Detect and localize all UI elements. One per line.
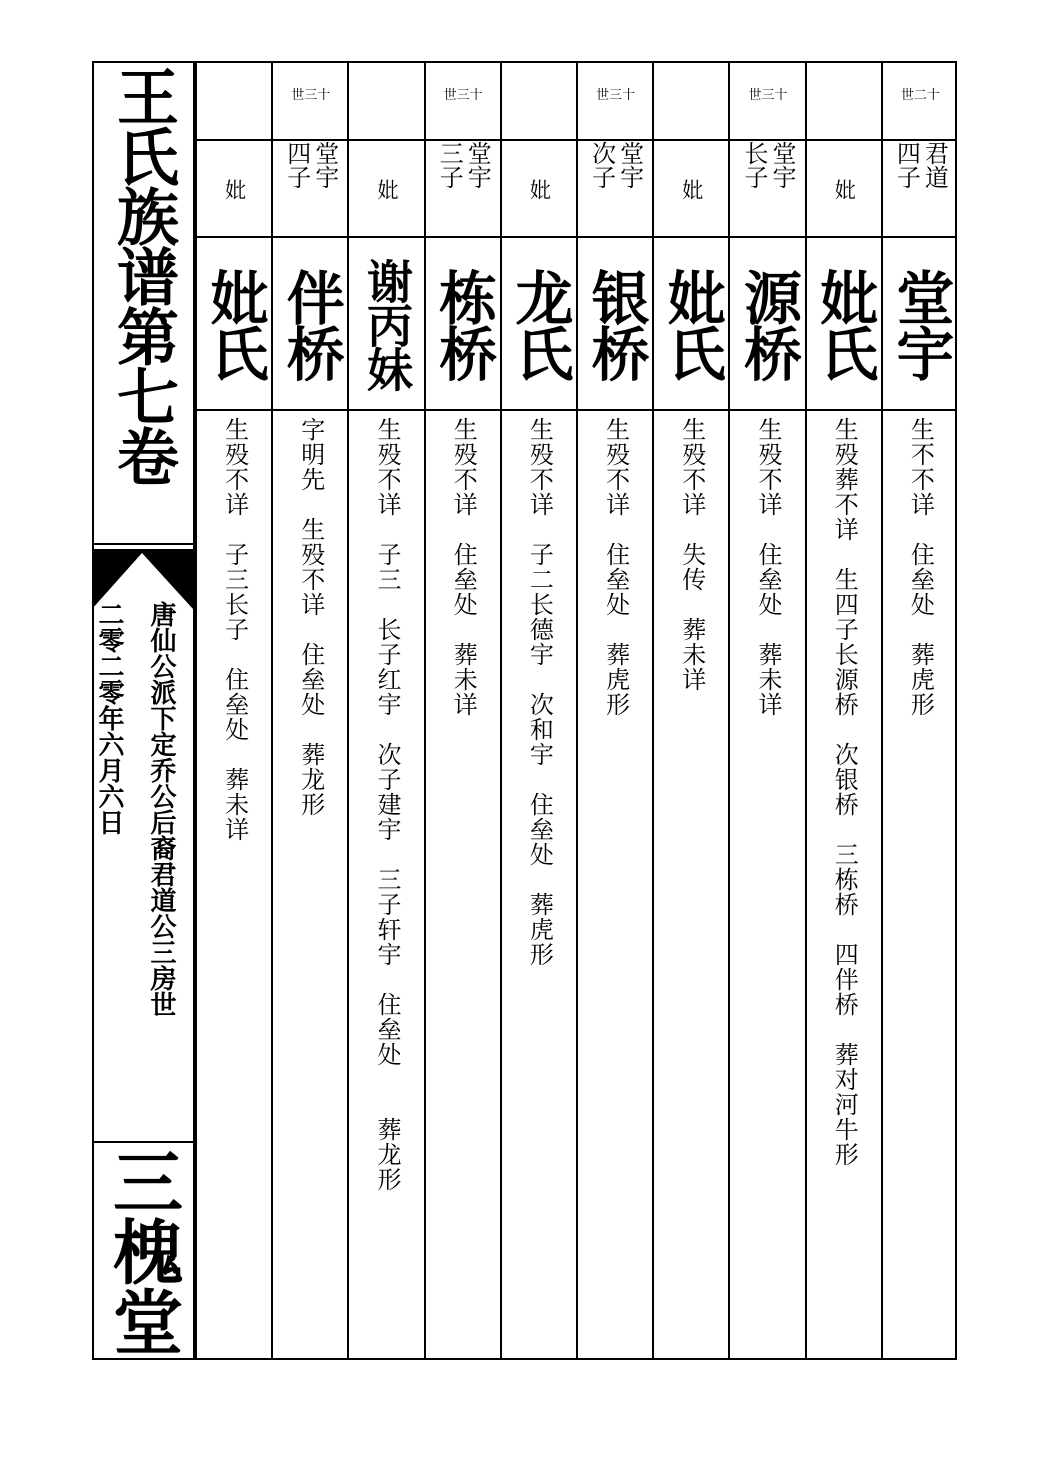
biography-text: 生殁葬不详 生四子长源桥 次银桥 三栋桥 四伴桥 葬对河牛形 [830,417,859,1167]
relation-text: 堂宇 三子 [435,141,492,189]
fishtail-ornament [92,549,193,609]
person-name: 龙氏 [505,268,574,380]
info-cell [730,417,805,717]
person-name: 妣氏 [657,268,726,380]
genealogy-grid [195,61,957,1360]
entry-column [347,61,424,1360]
spine-divider [92,1141,193,1143]
relation-text: 堂宇 长子 [739,141,796,189]
biography-text: 生殁不详 住垒处 葬未详 [449,417,478,717]
entry-column [728,61,805,1360]
info-cell [273,417,348,817]
biography-text: 生殁不详 失传 葬未详 [677,417,706,692]
relation-cell [426,141,501,237]
relation-text: 堂宇 次子 [587,141,644,189]
info-cell [654,417,729,692]
relation-cell [578,141,653,237]
relation-text: 妣 [832,178,857,200]
biography-text: 生不不详 住垒处 葬虎形 [906,417,935,717]
relation-cell [730,141,805,237]
name-cell [730,239,805,409]
volume-title: 王氏族谱第七卷 [106,65,180,485]
entry-column [424,61,501,1360]
name-cell [883,239,958,409]
biography-text: 生殁不详 子三长子 住垒处 葬未详 [220,417,249,842]
entry-column [805,61,882,1360]
generation-label: 世三十 [748,88,788,103]
entry-column [881,61,958,1360]
relation-cell [807,141,882,237]
generation-label: 世三十 [596,88,636,103]
relation-text: 妣 [222,178,247,200]
entry-column [576,61,653,1360]
relation-text: 君道 四子 [892,141,949,189]
person-name: 妣氏 [810,268,879,380]
generation-label: 世三十 [443,88,483,103]
biography-text: 字明先 生殁不详 住垒处 葬龙形 [296,417,325,817]
info-cell [807,417,882,1167]
relation-cell [349,141,424,237]
name-cell [578,239,653,409]
hall-name: 三槐堂 [101,1145,185,1356]
name-cell [807,239,882,409]
relation-cell [883,141,958,237]
person-name: 银桥 [581,268,650,380]
name-cell [654,239,729,409]
info-cell [349,417,424,1192]
relation-cell [197,141,272,237]
name-cell [502,239,577,409]
biography-text: 生殁不详 住垒处 葬未详 [753,417,782,717]
entry-column [271,61,348,1360]
compile-date: 二零二零年六月六日 [94,601,124,835]
biography-text: 生殁不详 子二长德宇 次和宇 住垒处 葬虎形 [525,417,554,967]
person-name: 源桥 [733,268,802,380]
person-name: 栋桥 [429,268,498,380]
person-name: 伴桥 [276,268,345,380]
entry-column [652,61,729,1360]
info-cell [502,417,577,967]
generation-label: 世二十 [900,88,940,103]
person-name: 堂宇 [886,268,955,380]
info-cell [197,417,272,842]
name-cell [426,239,501,409]
person-name: 谢丙妹 [359,258,414,390]
relation-text: 妣 [374,178,399,200]
relation-cell [502,141,577,237]
info-cell [883,417,958,717]
info-cell [578,417,653,717]
spine-divider [92,543,193,545]
relation-cell [654,141,729,237]
entry-column [500,61,577,1360]
spine [92,61,195,1360]
name-cell [197,239,272,409]
relation-text: 堂宇 四子 [282,141,339,189]
name-cell [349,239,424,409]
name-cell [273,239,348,409]
relation-cell [273,141,348,237]
relation-text: 妣 [527,178,552,200]
lineage-subtitle: 唐仙公派下定乔公后裔君道公三房世 [146,601,176,1017]
entry-column [195,61,272,1360]
person-name: 妣氏 [200,268,269,380]
biography-text: 生殁不详 住垒处 葬虎形 [601,417,630,717]
biography-text: 生殁不详 子三 长子红宇 次子建宇 三子轩宇 住垒处 葬龙形 [372,417,401,1192]
info-cell [426,417,501,717]
relation-text: 妣 [679,178,704,200]
generation-label: 世三十 [291,88,331,103]
